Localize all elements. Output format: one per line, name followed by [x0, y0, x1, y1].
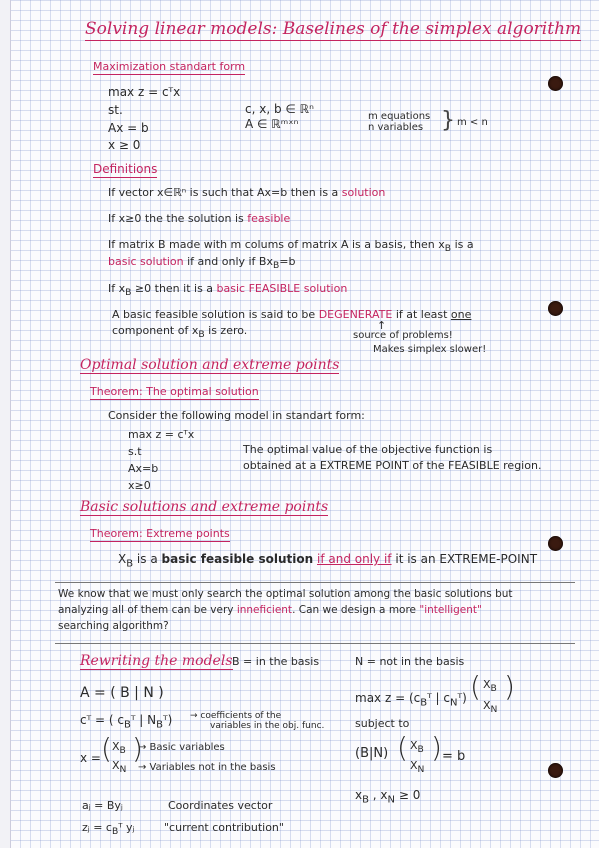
- max-mid: ᵀ | c: [427, 691, 450, 705]
- max-form-heading: Maximization standart form: [93, 61, 245, 75]
- rewrite-bn: (B|N): [355, 746, 389, 761]
- optimal-statement-1: The optimal value of the objective function is: [243, 443, 493, 456]
- para-line-3: searching algorithm?: [58, 620, 169, 632]
- xn-x: X: [410, 759, 418, 772]
- para-inefficient: inneficient: [236, 604, 293, 616]
- max-form-domain-2: A ∈ ℝᵐˣⁿ: [245, 117, 299, 131]
- basic-x: X: [118, 552, 127, 566]
- basic-bfs: basic feasible solution: [161, 552, 314, 566]
- def-bfs-term: basic FEASIBLE solution: [216, 282, 348, 295]
- max-a: max z = (c: [355, 691, 421, 705]
- arrow-up-icon: ↑: [377, 319, 387, 332]
- optimal-st: s.t: [128, 445, 142, 458]
- para-line-2: [58, 605, 482, 617]
- optimal-nonneg: x≥0: [128, 479, 151, 492]
- rewrite-zj: [82, 822, 134, 837]
- sub-n: N: [450, 697, 458, 709]
- def-basic-cond-end: =b: [279, 255, 296, 268]
- sub-b: B: [420, 697, 428, 709]
- sub-b: B: [124, 719, 131, 731]
- punch-hole-icon: [548, 76, 563, 91]
- sub-b: B: [273, 260, 280, 272]
- c-note-1: → coefficients of the: [190, 711, 282, 721]
- optimal-theorem: Theorem: The optimal solution: [90, 386, 259, 400]
- zj-end: ᵀ yⱼ: [118, 821, 135, 834]
- nn-x: x: [355, 788, 363, 802]
- rewrite-x-eq: x =: [80, 751, 101, 765]
- def-basic-end: is a: [451, 238, 474, 251]
- def-bfs-text: If x: [108, 282, 126, 295]
- def-degenerate-1: [112, 309, 471, 321]
- basic-theorem: Theorem: Extreme points: [90, 528, 230, 542]
- rewrite-nonneg: [355, 789, 420, 805]
- xb-note: → Basic variables: [138, 742, 225, 753]
- max-form-st: st.: [108, 103, 123, 117]
- cons-xb: [410, 740, 424, 755]
- basic-statement: [118, 553, 537, 569]
- def-basic-term: basic solution: [108, 255, 184, 268]
- rewrite-a-eq: A = ( B | N ): [80, 685, 164, 701]
- sub-b: B: [119, 745, 126, 757]
- sub-b: B: [156, 719, 164, 731]
- rewrite-aj-note: Coordinates vector: [168, 799, 273, 812]
- basic-is-a: is a: [133, 552, 158, 566]
- para-line-1: We know that we must only search the optimal solution among the basic solutions but: [58, 588, 513, 600]
- sub-b: B: [490, 683, 497, 695]
- sub-b: B: [444, 243, 452, 255]
- paren-right-icon: ): [431, 731, 442, 764]
- xn-note: → Variables not in the basis: [138, 762, 276, 773]
- def-degenerate-one: one: [450, 308, 472, 321]
- def-basic-1: [108, 239, 474, 254]
- x-b: [112, 741, 126, 756]
- sub-b: B: [111, 826, 119, 838]
- max-form-nonneg: x ≥ 0: [108, 138, 141, 152]
- page-title: Solving linear models: Baselines of the simplex algorithm: [85, 19, 582, 39]
- rewrite-eq-b: = b: [442, 749, 466, 764]
- punch-hole-icon: [548, 301, 563, 316]
- def-solution: [108, 187, 385, 199]
- sub-n: N: [417, 764, 425, 776]
- page-margin: [0, 0, 11, 848]
- optimal-constraint: Ax=b: [128, 462, 159, 475]
- sub-b: B: [125, 287, 132, 299]
- optimal-statement-2: obtained at a EXTREME POINT of the FEASIBLE region.: [243, 459, 542, 472]
- xn-x: X: [483, 699, 491, 712]
- sub-n: N: [387, 794, 396, 806]
- sub-b: B: [126, 558, 134, 570]
- max-form-constraint: Ax = b: [108, 121, 149, 135]
- rewrite-zj-note: "current contribution": [164, 821, 284, 834]
- cons-xn: [410, 760, 424, 775]
- rewrite-b-note: B = in the basis: [232, 655, 320, 668]
- zj-a: zⱼ = c: [82, 821, 112, 834]
- def-degenerate-end: if at least: [395, 308, 448, 321]
- paren-left-icon: (: [470, 670, 481, 703]
- nn-end: ≥ 0: [395, 788, 421, 802]
- basic-heading: Basic solutions and extreme points: [80, 499, 329, 515]
- rewrite-heading: Rewriting the models: [80, 653, 233, 669]
- sub-b: B: [198, 329, 205, 341]
- definitions-heading: Definitions: [93, 163, 157, 178]
- c-eq-a: cᵀ = ( c: [80, 713, 124, 727]
- max-end: ᵀ): [457, 691, 467, 705]
- rewrite-c-eq: [80, 714, 172, 730]
- c-note-2: variables in the obj. func.: [210, 721, 325, 731]
- note-source-problems: source of problems!: [353, 330, 453, 341]
- def-feasible-text: If x≥0 the the solution is: [108, 212, 244, 225]
- def-bfs: [108, 283, 347, 298]
- max-xb: [483, 679, 497, 694]
- def-solution-term: solution: [341, 186, 386, 199]
- paren-left-icon: (: [397, 731, 408, 764]
- note-slower: Makes simplex slower!: [373, 344, 487, 355]
- sub-n: N: [490, 704, 498, 716]
- max-form-domain-1: c, x, b ∈ ℝⁿ: [245, 102, 314, 116]
- optimal-heading: Optimal solution and extreme points: [80, 357, 340, 373]
- rewrite-n-note: N = not in the basis: [355, 655, 465, 668]
- paren-left-icon: (: [101, 732, 112, 765]
- def-bfs-mid: ≥0 then it is a: [131, 282, 214, 295]
- max-xn: [483, 700, 497, 715]
- xb-x: X: [112, 740, 120, 753]
- paren-right-icon: ): [504, 670, 515, 703]
- def-basic-cond: if and only if Bx: [187, 255, 273, 268]
- paren-right-icon: ): [132, 732, 143, 765]
- rewrite-aj: aⱼ = Byⱼ: [82, 799, 123, 812]
- optimal-max: max z = cᵀx: [128, 428, 195, 441]
- divider: [55, 643, 575, 644]
- basic-iff: if and only if: [317, 552, 392, 566]
- para-l2b: . Can we design a more: [292, 604, 417, 616]
- xb-x: X: [483, 678, 491, 691]
- def-basic-text: If matrix B made with m colums of matrix A is a basis, then x: [108, 238, 445, 251]
- c-eq-end: ᵀ): [163, 713, 173, 727]
- def-degenerate-text2: component of x: [112, 324, 199, 337]
- rewrite-max: [355, 692, 467, 708]
- m-less-n: m < n: [457, 117, 488, 128]
- nn-mid: , x: [368, 788, 388, 802]
- max-form-objective: max z = cᵀx: [108, 85, 181, 99]
- eq-count: m equations: [368, 111, 431, 122]
- def-degenerate-term: DEGENERATE: [318, 308, 393, 321]
- rewrite-subject-to: subject to: [355, 717, 410, 730]
- def-solution-text: If vector x∈ℝⁿ is such that Ax=b then is a: [108, 186, 339, 199]
- optimal-consider: Consider the following model in standart form:: [108, 409, 365, 422]
- var-count: n variables: [368, 122, 424, 133]
- sub-b: B: [362, 794, 369, 806]
- def-feasible: [108, 213, 290, 225]
- def-basic-2: [108, 256, 296, 271]
- xb-x: X: [410, 739, 418, 752]
- def-degenerate-text: A basic feasible solution is said to be: [112, 308, 316, 321]
- def-degenerate-end2: is zero.: [204, 324, 248, 337]
- punch-hole-icon: [548, 763, 563, 778]
- para-l2a: analyzing all of them can be very: [58, 604, 234, 616]
- sub-b: B: [417, 744, 424, 756]
- x-n: [112, 760, 126, 775]
- basic-extreme: it is an EXTREME-POINT: [395, 552, 538, 566]
- xn-x: X: [112, 759, 120, 772]
- brace-icon: }: [441, 108, 455, 133]
- punch-hole-icon: [548, 536, 563, 551]
- def-feasible-term: feasible: [247, 212, 291, 225]
- def-degenerate-2: [112, 325, 247, 340]
- c-eq-mid: ᵀ | N: [130, 713, 157, 727]
- sub-n: N: [119, 764, 127, 776]
- divider: [55, 582, 575, 583]
- para-intelligent: "intelligent": [419, 604, 482, 616]
